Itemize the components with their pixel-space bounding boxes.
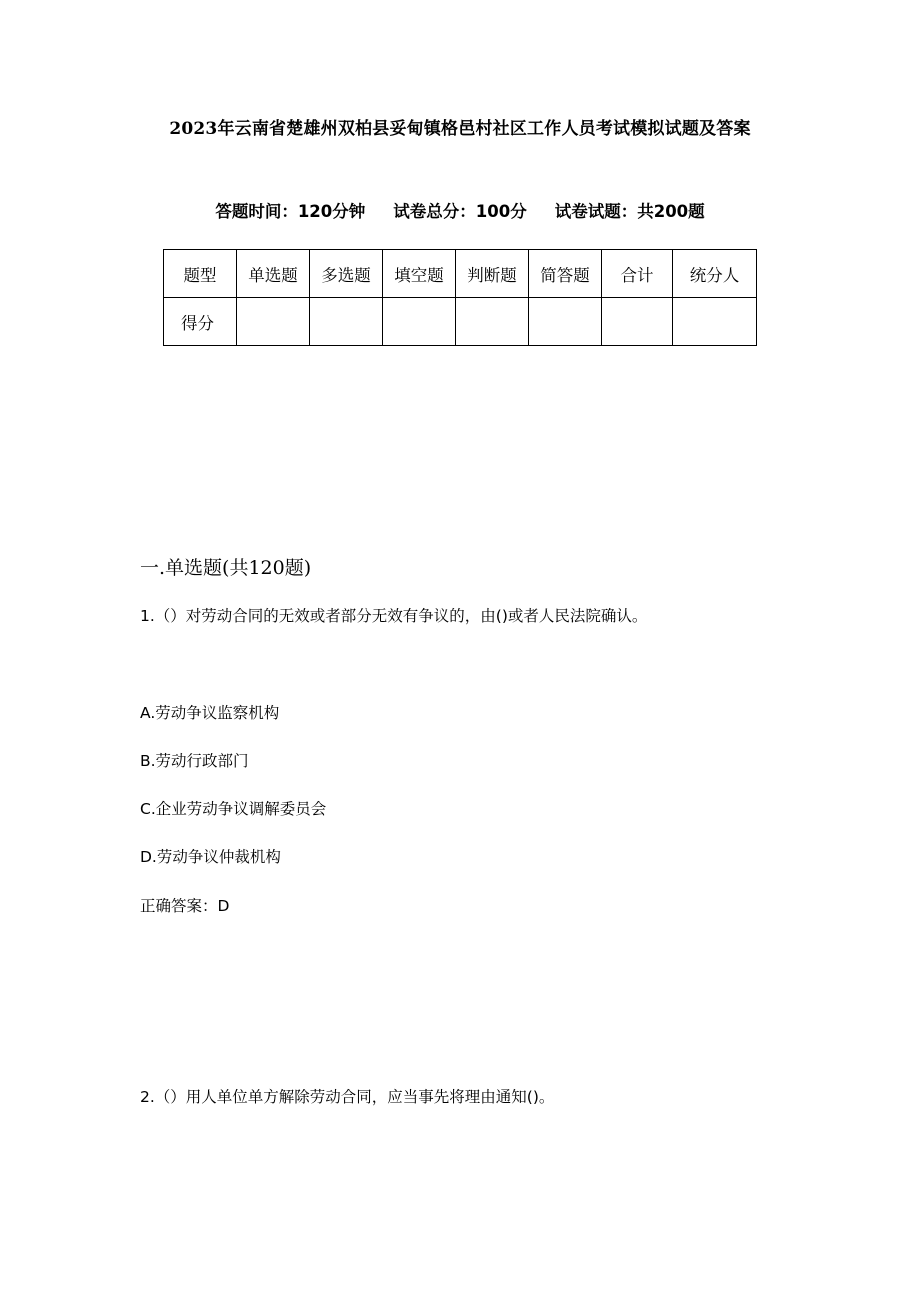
score-cell: [237, 298, 310, 346]
score-cell: [383, 298, 456, 346]
header-cell: 填空题: [383, 250, 456, 298]
score-cell: [673, 298, 757, 346]
question-1-stem: 1.（）对劳动合同的无效或者部分无效有争议的，由()或者人民法院确认。: [140, 607, 648, 625]
score-cell: [529, 298, 602, 346]
score-table: [163, 249, 757, 346]
header-cell: 统分人: [673, 250, 757, 298]
score-cell: [456, 298, 529, 346]
score-table-header-row: [164, 250, 757, 298]
header-cell: 简答题: [529, 250, 602, 298]
score-cell: [310, 298, 383, 346]
header-cell: 合计: [602, 250, 673, 298]
question-1-option-a: A.劳动争议监察机构: [140, 704, 280, 722]
score-cell: [602, 298, 673, 346]
exam-question-count: 试卷试题：共200题: [554, 202, 705, 221]
header-cell: 多选题: [310, 250, 383, 298]
header-cell: 单选题: [237, 250, 310, 298]
row-label-cell: 得分: [164, 298, 237, 346]
question-1-option-d: D.劳动争议仲裁机构: [140, 848, 281, 866]
exam-time: 答题时间：120分钟: [215, 202, 366, 221]
exam-info: [0, 198, 920, 222]
header-cell: 题型: [164, 250, 237, 298]
question-2-stem: 2.（）用人单位单方解除劳动合同，应当事先将理由通知()。: [140, 1088, 555, 1106]
exam-total-score: 试卷总分：100分: [393, 202, 527, 221]
document-title: 2023年云南省楚雄州双柏县妥甸镇格邑村社区工作人员考试模拟试题及答案: [169, 119, 751, 139]
score-table-score-row: [164, 298, 757, 346]
question-1-option-b: B.劳动行政部门: [140, 752, 249, 770]
question-1-answer: 正确答案：D: [140, 897, 230, 915]
section-heading: 一.单选题(共120题): [140, 557, 312, 579]
question-1-option-c: C.企业劳动争议调解委员会: [140, 800, 327, 818]
header-cell: 判断题: [456, 250, 529, 298]
